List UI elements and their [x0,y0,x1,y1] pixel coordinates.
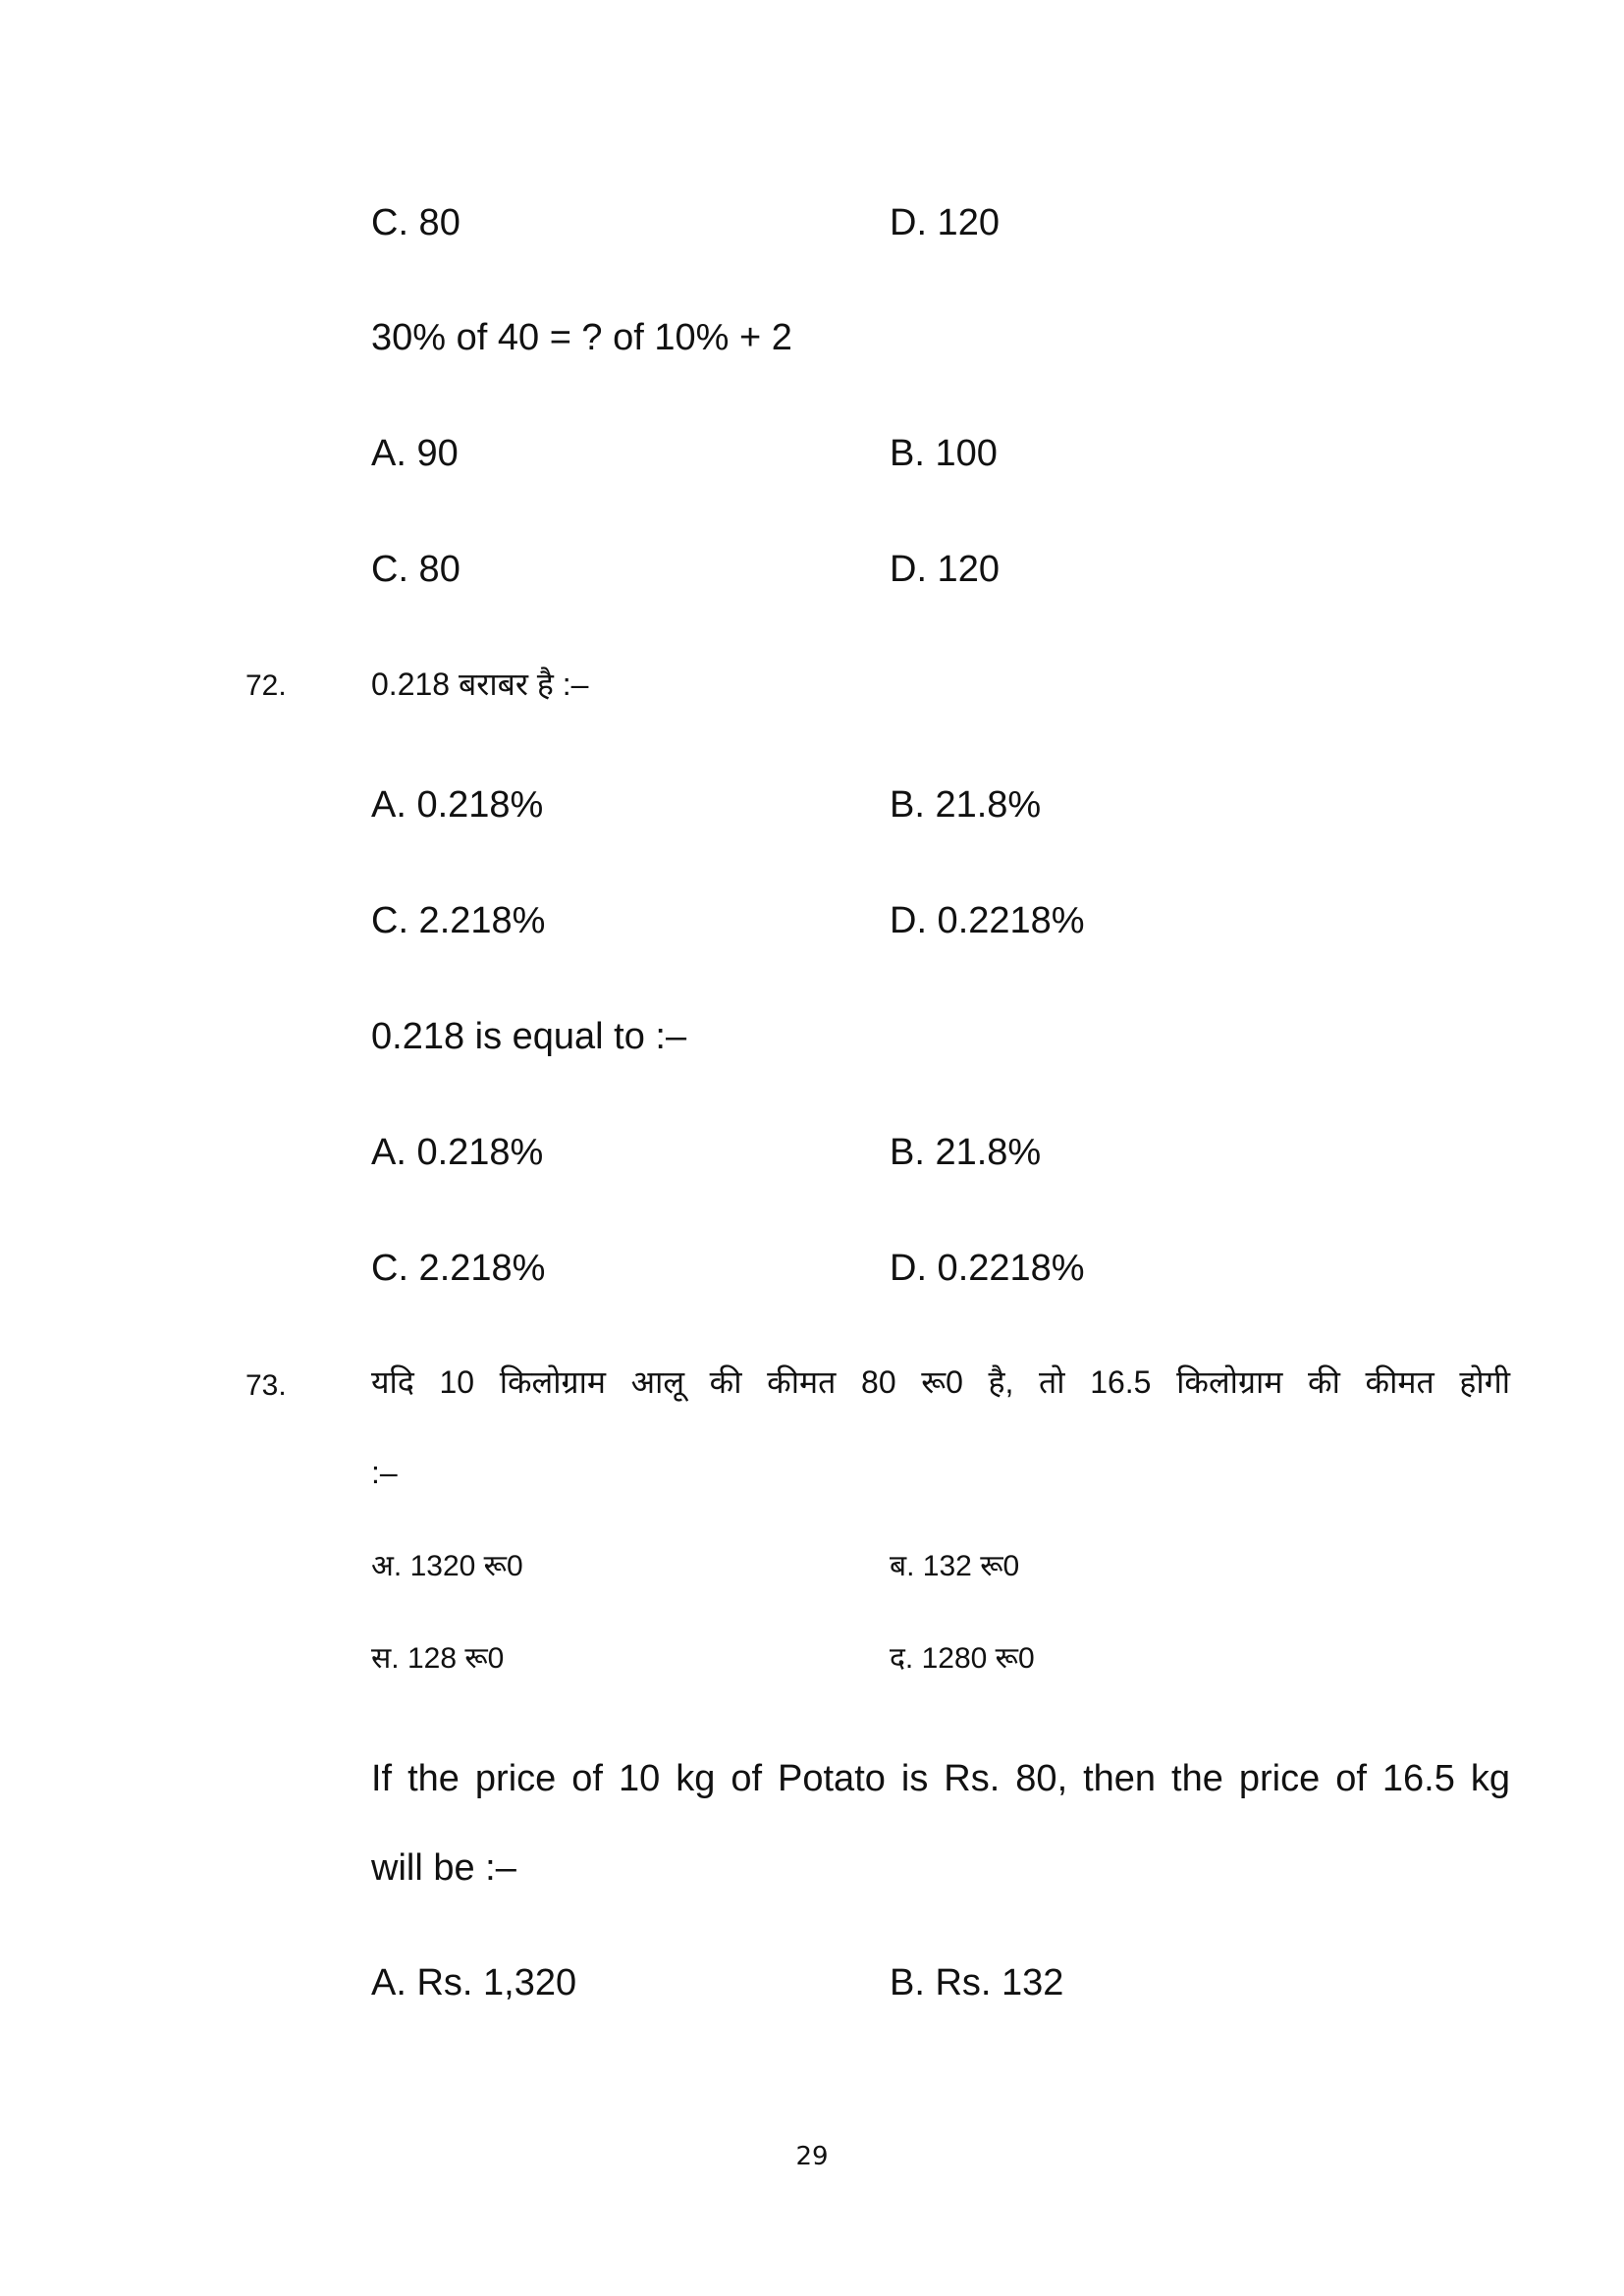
q73-number: 73. [245,1369,287,1402]
q73-english-question-line2: will be :– [371,1847,516,1889]
q73-english-question-line1: If the price of 10 kg of Potato is Rs. 80, then the price of 16.5 kg [371,1758,1510,1799]
q71-english-option-b: B. 100 [890,433,998,474]
q72-hindi-question: 0.218 बराबर है :– [371,667,589,702]
page-number: 29 [795,2142,829,2171]
q72-hindi-option-d: D. 0.2218% [890,900,1085,941]
q71-english-option-a: A. 90 [371,433,459,474]
q73-hindi-question-line2: :– [371,1455,398,1490]
q72-english-option-b: B. 21.8% [890,1132,1042,1173]
q73-hindi-option-c: स. 128 रू0 [371,1642,505,1675]
q72-english-option-d: D. 0.2218% [890,1248,1085,1289]
q73-hindi-option-d: द. 1280 रू0 [890,1642,1035,1675]
q72-hindi-option-a: A. 0.218% [371,784,544,826]
q73-english-option-b: B. Rs. 132 [890,1962,1064,2003]
q72-hindi-option-c: C. 2.218% [371,900,546,941]
q72-hindi-option-b: B. 21.8% [890,784,1042,826]
q71-hindi-option-d: D. 120 [890,202,1000,243]
q71-english-option-d: D. 120 [890,549,1000,590]
q73-hindi-question-line1: यदि 10 किलोग्राम आलू की कीमत 80 रू0 है, तो 16.5 किलोग्राम की कीमत होगी [371,1364,1510,1400]
q73-english-option-a: A. Rs. 1,320 [371,1962,577,2003]
q73-hindi-option-a: अ. 1320 रू0 [371,1550,523,1582]
q72-number: 72. [245,669,287,702]
q71-english-option-c: C. 80 [371,549,460,590]
q72-english-option-a: A. 0.218% [371,1132,544,1173]
q71-hindi-option-c: C. 80 [371,202,460,243]
q72-english-option-c: C. 2.218% [371,1248,546,1289]
q73-hindi-option-b: ब. 132 रू0 [890,1550,1020,1582]
q71-english-question: 30% of 40 = ? of 10% + 2 [371,317,792,358]
q72-english-question: 0.218 is equal to :– [371,1016,687,1057]
